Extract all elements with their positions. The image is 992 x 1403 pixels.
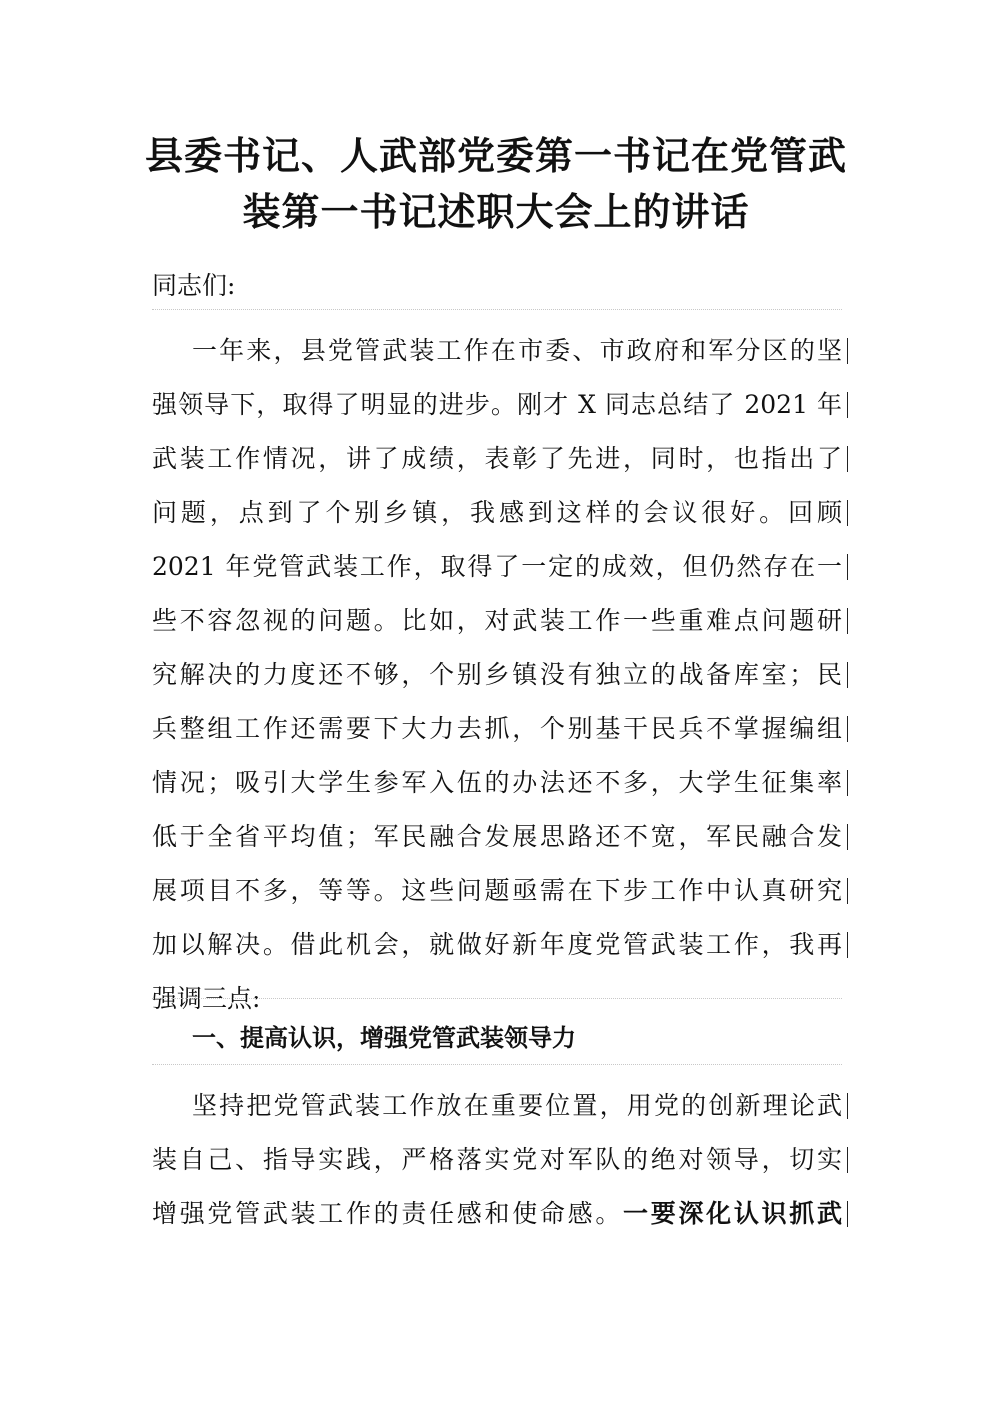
- line-margin-mark: [847, 500, 848, 526]
- line-margin-mark: [847, 446, 848, 472]
- line-margin-mark: [847, 824, 848, 850]
- line-margin-mark: [847, 338, 848, 364]
- line-margin-mark: [847, 392, 848, 418]
- paragraph-line: 些不容忽视的问题。比如，对武装工作一些重难点问题研: [152, 594, 842, 648]
- emphasis-text: 一要深化认识抓武: [623, 1199, 842, 1228]
- paragraph-2: [152, 1079, 842, 1241]
- document-title: [140, 128, 852, 240]
- salutation: 同志们:: [152, 271, 236, 300]
- line-margin-mark: [847, 662, 848, 688]
- title-line-1: 县委书记、人武部党委第一书记在党管武: [144, 134, 847, 178]
- paragraph-line: 情况；吸引大学生参军入伍的办法还不多，大学生征集率: [152, 756, 842, 810]
- paragraph-line: 装自己、指导实践，严格落实党对军队的绝对领导，切实: [152, 1133, 842, 1187]
- paragraph-line: 一年来，县党管武装工作在市委、市政府和军分区的坚: [152, 324, 842, 378]
- paragraph-line: 增强党管武装工作的责任感和使命感。一要深化认识抓武: [152, 1187, 842, 1241]
- line-margin-mark: [847, 770, 848, 796]
- line-margin-mark: [847, 932, 848, 958]
- title-line-2: 装第一书记述职大会上的讲话: [242, 190, 750, 234]
- paragraph-1: [152, 324, 842, 1026]
- paragraph-line: 低于全省平均值；军民融合发展思路还不宽，军民融合发: [152, 810, 842, 864]
- divider-rule: [152, 998, 842, 999]
- paragraph-line: 强调三点:: [152, 984, 261, 1013]
- paragraph-line: 加以解决。借此机会，就做好新年度党管武装工作，我再: [152, 918, 842, 972]
- line-margin-mark: [847, 554, 848, 580]
- paragraph-line: 问题，点到了个别乡镇，我感到这样的会议很好。回顾: [152, 486, 842, 540]
- paragraph-line: 强领导下，取得了明显的进步。刚才 X 同志总结了 2021 年: [152, 378, 842, 432]
- paragraph-line: 2021 年党管武装工作，取得了一定的成效，但仍然存在一: [152, 540, 842, 594]
- line-margin-mark: [847, 1147, 848, 1173]
- paragraph-line: 展项目不多，等等。这些问题亟需在下步工作中认真研究: [152, 864, 842, 918]
- section-heading-1: 一、提高认识，增强党管武装领导力: [192, 1024, 576, 1052]
- line-margin-mark: [847, 878, 848, 904]
- line-margin-mark: [847, 608, 848, 634]
- line-margin-mark: [847, 1093, 848, 1119]
- line-margin-mark: [847, 716, 848, 742]
- paragraph-line: 武装工作情况，讲了成绩，表彰了先进，同时，也指出了: [152, 432, 842, 486]
- paragraph-line: 坚持把党管武装工作放在重要位置，用党的创新理论武: [152, 1079, 842, 1133]
- line-margin-mark: [847, 1201, 848, 1227]
- divider-rule: [152, 309, 842, 310]
- paragraph-line: 究解决的力度还不够，个别乡镇没有独立的战备库室；民: [152, 648, 842, 702]
- divider-rule: [152, 1064, 842, 1065]
- paragraph-line: 兵整组工作还需要下大力去抓，个别基干民兵不掌握编组: [152, 702, 842, 756]
